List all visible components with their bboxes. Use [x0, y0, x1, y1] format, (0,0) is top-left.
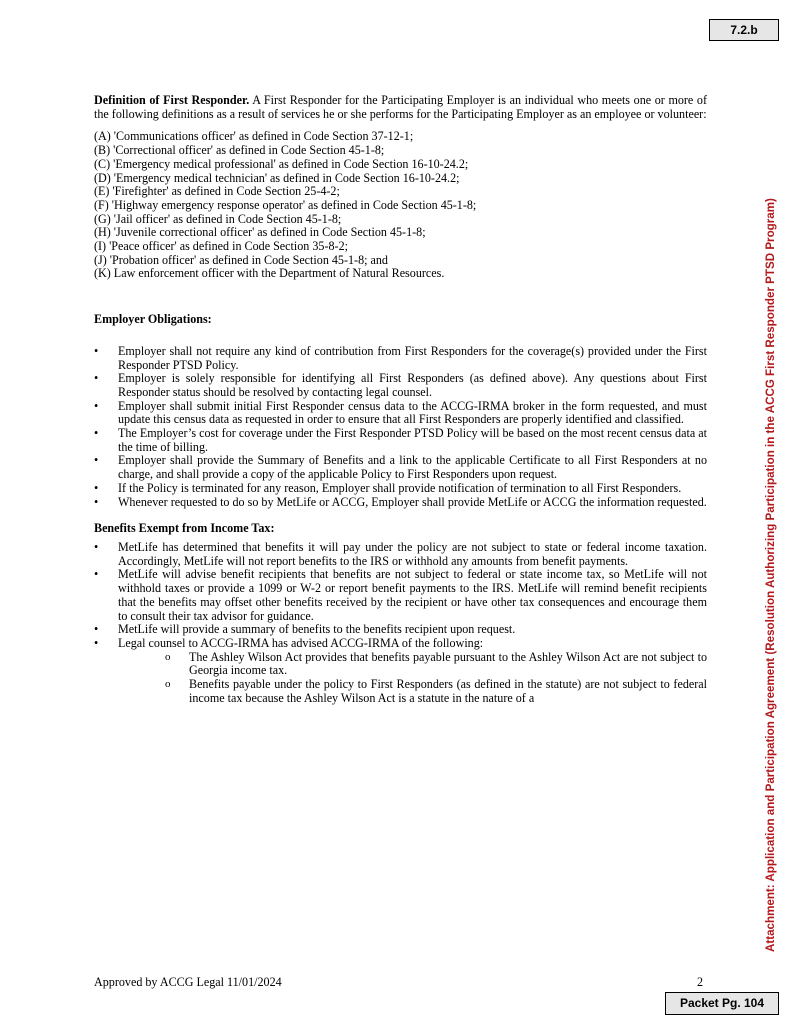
definition-paragraph — [94, 94, 707, 121]
obligations-heading: Employer Obligations: — [94, 312, 212, 327]
benefits-list — [94, 541, 707, 651]
benefit-item: • Legal counsel to ACCG-IRMA has advised ACCG-IRMA of the following: — [94, 637, 707, 651]
definition-item: (G) 'Jail officer' as defined in Code Section 45-1-8; — [94, 211, 342, 226]
benefit-item: • MetLife will provide a summary of benefits to the benefits recipient upon request. — [94, 623, 707, 637]
definition-item: (F) 'Highway emergency response operator' as defined in Code Section 45-1-8; — [94, 197, 477, 212]
obligation-item: • If the Policy is terminated for any reason, Employer shall provide notification of termination to all First Responders. — [94, 482, 707, 496]
definition-list — [94, 130, 707, 281]
definition-item: (A) 'Communications officer' as defined in Code Section 37-12-1; — [94, 129, 414, 144]
attachment-sidebar-label: Attachment: Application and Participation Agreement (Resolution Authorizing Participation in the ACCG First Responder PTSD Program) — [764, 198, 777, 952]
obligation-item: • The Employer’s cost for coverage under the First Responder PTSD Policy will be based on the most recent census data at the time of billing. — [94, 427, 707, 454]
definition-item: (H) 'Juvenile correctional officer' as defined in Code Section 45-1-8; — [94, 225, 426, 240]
benefit-item: • MetLife will advise benefit recipients that benefits are not subject to federal or state income tax, so MetLife will not withhold taxes or provide a 1099 or W-2 or report benefit payments to the IRS. MetLife will remind benefit recipients that the benefits may offset other benefits received by the recipient or have other tax consequences and encourage them to consult their tax advisor for guidance. — [94, 568, 707, 623]
obligations-list — [94, 345, 707, 509]
packet-page-label: Packet Pg. 104 — [665, 992, 779, 1015]
definition-text: A First Responder for the Participating Employer is an individual who meets one or more of the following definitions as a result of services he or she performs for the Participating Employer as an employee or volunteer: — [94, 93, 707, 121]
definition-item: (E) 'Firefighter' as defined in Code Section 25-4-2; — [94, 184, 340, 199]
definition-item: (C) 'Emergency medical professional' as defined in Code Section 16-10-24.2; — [94, 156, 469, 171]
definition-item: (K) Law enforcement officer with the Department of Natural Resources. — [94, 266, 445, 281]
obligation-item: • Employer is solely responsible for identifying all First Responders (as defined above). Any questions about First Responder status should be resolved by contacting legal counsel. — [94, 372, 707, 399]
definition-item: (B) 'Correctional officer' as defined in Code Section 45-1-8; — [94, 143, 385, 158]
definition-heading: Definition of First Responder. — [94, 93, 250, 107]
legal-subitem: o Benefits payable under the policy to First Responders (as defined in the statute) are not subject to federal income tax because the Ashley Wilson Act is a statute in the nature of a — [94, 678, 707, 705]
document-body — [94, 94, 707, 705]
obligation-item: • Employer shall not require any kind of contribution from First Responders for the coverage(s) provided under the First Responder PTSD Policy. — [94, 345, 707, 372]
page-number: 2 — [697, 975, 704, 989]
approval-footer: Approved by ACCG Legal 11/01/2024 — [94, 975, 282, 989]
obligation-item: • Employer shall submit initial First Responder census data to the ACCG-IRMA broker in the form requested, and must update this census data as requested in order to ensure that all First Responders are properly identified and classified. — [94, 400, 707, 427]
obligation-item: • Employer shall provide the Summary of Benefits and a link to the applicable Certificate to all First Responders at no charge, and shall provide a copy of the applicable Policy to First Responders upon request. — [94, 454, 707, 481]
obligation-item: • Whenever requested to do so by MetLife or ACCG, Employer shall provide MetLife or ACCG the information requested. — [94, 496, 707, 510]
legal-subitem: o The Ashley Wilson Act provides that benefits payable pursuant to the Ashley Wilson Act are not subject to Georgia income tax. — [94, 651, 707, 678]
benefits-heading: Benefits Exempt from Income Tax: — [94, 521, 275, 536]
attachment-tag: 7.2.b — [709, 19, 779, 41]
definition-item: (J) 'Probation officer' as defined in Code Section 45-1-8; and — [94, 252, 388, 267]
benefit-item: • MetLife has determined that benefits it will pay under the policy are not subject to state or federal income taxation. Accordingly, MetLife will not report benefits to the IRS or withhold any amounts from benefit payments. — [94, 541, 707, 568]
definition-item: (I) 'Peace officer' as defined in Code Section 35-8-2; — [94, 239, 348, 254]
legal-counsel-sublist — [94, 651, 707, 706]
definition-item: (D) 'Emergency medical technician' as defined in Code Section 16-10-24.2; — [94, 170, 460, 185]
